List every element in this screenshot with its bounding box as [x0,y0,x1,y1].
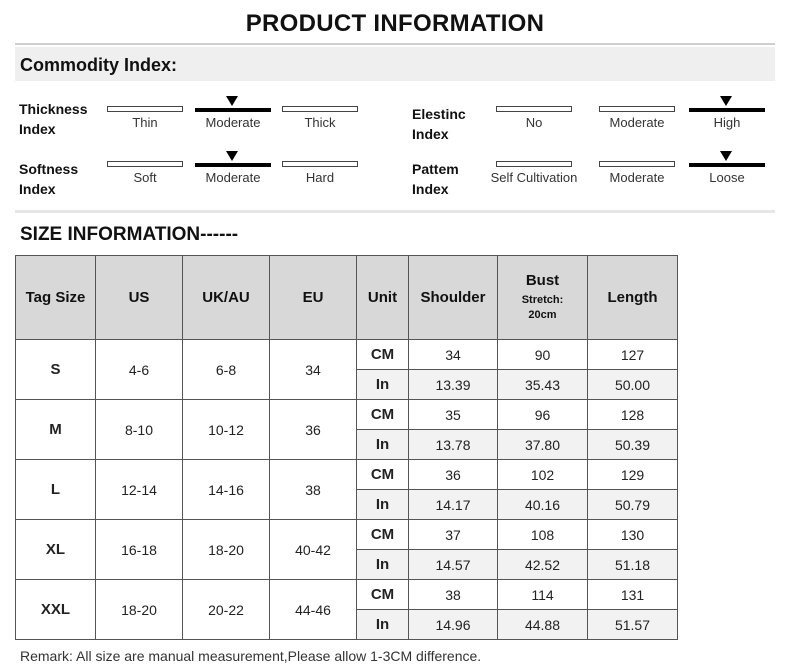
selected-marker-icon [226,151,238,161]
table-header-row [16,256,678,340]
header-shoulder: Shoulder [409,256,498,340]
unit-cell: CM [357,460,409,490]
length-cell: 50.39 [588,430,678,460]
elastic-index-label: Elestinc Index [412,106,466,142]
section-divider [15,210,775,213]
scale-bar [689,108,765,112]
pattern-option-moderate [599,153,675,183]
scale-bar [282,161,358,167]
bust-cell: 42.52 [498,550,588,580]
scale-bar [496,106,572,112]
eu-size-cell: 44-46 [270,580,357,640]
us-size-cell: 8-10 [96,400,183,460]
softness-option-soft [107,153,183,183]
pattern-option-self-cultivation [490,153,578,185]
shoulder-cell: 14.57 [409,550,498,580]
shoulder-cell: 35 [409,400,498,430]
thickness-option-thick [282,98,358,128]
scale-bar [282,106,358,112]
remark-note: Remark: All size are manual measurement,Please allow 1-3CM difference. [20,648,482,664]
scale-bar [599,161,675,167]
pattern-option-loose [689,153,765,183]
unit-cell: In [357,370,409,400]
bust-label: Bust [525,272,560,289]
title-divider [15,43,775,45]
option-label: Moderate [205,170,261,185]
scale-bar [496,161,572,167]
header-length: Length [588,256,678,340]
bust-cell: 114 [498,580,588,610]
commodity-index-title: Commodity Index: [20,55,178,75]
eu-size-cell: 36 [270,400,357,460]
softness-option-moderate [195,153,271,183]
us-size-cell: 16-18 [96,520,183,580]
thickness-option-moderate [195,98,271,128]
scale-bar [195,108,271,112]
bust-stretch-note: Stretch: 20cm [521,294,564,321]
header-eu: EU [270,256,357,340]
commodity-index-header [15,47,775,81]
table-row [16,520,678,550]
size-table [15,255,678,640]
shoulder-cell: 38 [409,580,498,610]
option-label: Hard [305,170,335,185]
header-us: US [96,256,183,340]
length-cell: 127 [588,340,678,370]
eu-size-cell: 38 [270,460,357,520]
length-cell: 130 [588,520,678,550]
elastic-option-high [689,98,765,128]
bust-cell: 44.88 [498,610,588,640]
tag-size-cell: S [16,340,96,400]
shoulder-cell: 13.78 [409,430,498,460]
scale-bar [195,163,271,167]
thickness-option-thin [107,98,183,128]
bust-cell: 102 [498,460,588,490]
us-size-cell: 18-20 [96,580,183,640]
selected-marker-icon [226,96,238,106]
header-uk-au: UK/AU [183,256,270,340]
unit-cell: In [357,550,409,580]
option-label: Moderate [609,170,665,185]
length-cell: 51.57 [588,610,678,640]
selected-marker-icon [720,96,732,106]
table-row [16,580,678,610]
header-bust [498,256,588,340]
shoulder-cell: 13.39 [409,370,498,400]
page-title: PRODUCT INFORMATION [245,10,545,37]
shoulder-cell: 37 [409,520,498,550]
softness-option-hard [282,153,358,183]
selected-marker-icon [720,151,732,161]
eu-size-cell: 34 [270,340,357,400]
tag-size-cell: XXL [16,580,96,640]
scale-bar [107,161,183,167]
shoulder-cell: 14.17 [409,490,498,520]
bust-cell: 40.16 [498,490,588,520]
unit-cell: In [357,610,409,640]
unit-cell: CM [357,340,409,370]
option-label: Soft [133,170,157,185]
pattern-index-label: Pattem Index [412,161,459,197]
us-size-cell: 12-14 [96,460,183,520]
option-label: No [525,115,543,130]
length-cell: 50.00 [588,370,678,400]
unit-cell: CM [357,400,409,430]
bust-cell: 37.80 [498,430,588,460]
table-row [16,460,678,490]
tag-size-cell: M [16,400,96,460]
option-label: Thin [132,115,158,130]
eu-size-cell: 40-42 [270,520,357,580]
shoulder-cell: 34 [409,340,498,370]
unit-cell: CM [357,520,409,550]
shoulder-cell: 36 [409,460,498,490]
option-label: Loose [709,170,745,185]
length-cell: 51.18 [588,550,678,580]
option-label: Moderate [609,115,665,130]
bust-cell: 90 [498,340,588,370]
unit-cell: CM [357,580,409,610]
softness-index-label: Softness Index [19,161,79,197]
unit-cell: In [357,490,409,520]
ukau-size-cell: 18-20 [183,520,270,580]
unit-cell: In [357,430,409,460]
option-label: Moderate [205,115,261,130]
elastic-option-moderate [599,98,675,128]
tag-size-cell: XL [16,520,96,580]
option-label: Self Cultivation [490,170,578,185]
header-tag-size: Tag Size [16,256,96,340]
length-cell: 129 [588,460,678,490]
scale-bar [599,106,675,112]
bust-cell: 108 [498,520,588,550]
us-size-cell: 4-6 [96,340,183,400]
ukau-size-cell: 10-12 [183,400,270,460]
bust-cell: 96 [498,400,588,430]
length-cell: 50.79 [588,490,678,520]
option-label: High [713,115,741,130]
ukau-size-cell: 14-16 [183,460,270,520]
table-row [16,400,678,430]
shoulder-cell: 14.96 [409,610,498,640]
scale-bar [689,163,765,167]
table-row [16,340,678,370]
size-information-title: SIZE INFORMATION------ [20,224,239,245]
tag-size-cell: L [16,460,96,520]
length-cell: 128 [588,400,678,430]
length-cell: 131 [588,580,678,610]
option-label: Thick [304,115,336,130]
thickness-index-label: Thickness Index [19,101,88,137]
header-unit: Unit [357,256,409,340]
ukau-size-cell: 20-22 [183,580,270,640]
ukau-size-cell: 6-8 [183,340,270,400]
elastic-option-no [496,98,572,128]
scale-bar [107,106,183,112]
bust-cell: 35.43 [498,370,588,400]
